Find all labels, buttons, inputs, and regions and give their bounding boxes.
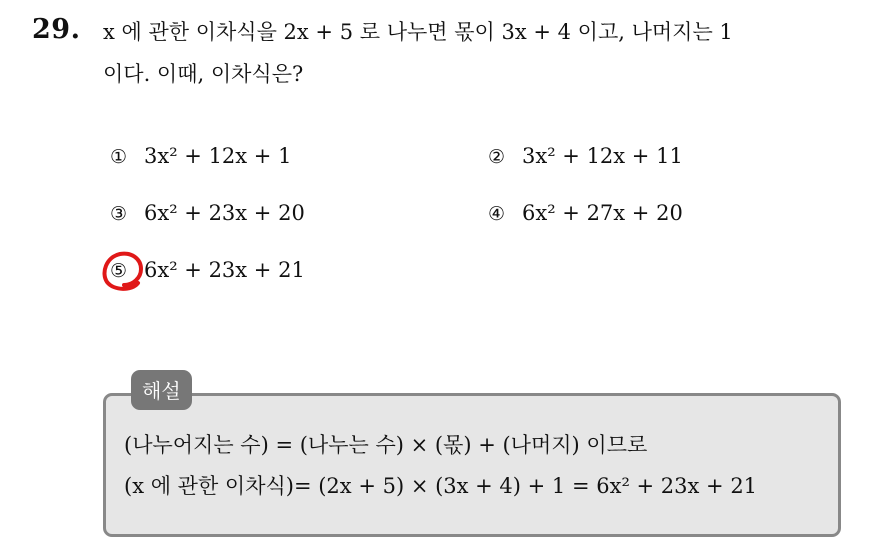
choice-4-number: ④ <box>488 203 506 225</box>
question-text-line2: 이다. 이때, 이차식은? <box>103 62 304 86</box>
choice-4[interactable] <box>488 201 683 225</box>
choice-3-number: ③ <box>110 203 128 225</box>
choice-3[interactable] <box>110 201 305 225</box>
choice-1[interactable] <box>110 144 291 168</box>
choice-2-expression: 3x² + 12x + 11 <box>522 144 683 168</box>
solution-line1: (나누어지는 수) = (나누는 수) × (몫) + (나머지) 이므로 <box>124 433 648 457</box>
answer-circle-mark <box>100 249 150 295</box>
choice-1-expression: 3x² + 12x + 1 <box>144 144 292 168</box>
question-text-line1: x 에 관한 이차식을 2x + 5 로 나누면 몫이 3x + 4 이고, 나머지는 1 <box>103 20 733 44</box>
solution-tag: 해설 <box>131 370 192 410</box>
choice-2-number: ② <box>488 146 506 168</box>
choice-2[interactable] <box>488 144 683 168</box>
choice-3-expression: 6x² + 23x + 20 <box>144 201 305 225</box>
choice-5-expression: 6x² + 23x + 21 <box>144 258 305 282</box>
choice-5-number: ⑤ <box>110 260 128 282</box>
choice-1-number: ① <box>110 146 128 168</box>
solution-box <box>103 393 841 537</box>
solution-line2: (x 에 관한 이차식)= (2x + 5) × (3x + 4) + 1 = 6x² + 23x + 21 <box>124 474 758 498</box>
choice-4-expression: 6x² + 27x + 20 <box>522 201 683 225</box>
question-number: 29. <box>32 14 81 45</box>
